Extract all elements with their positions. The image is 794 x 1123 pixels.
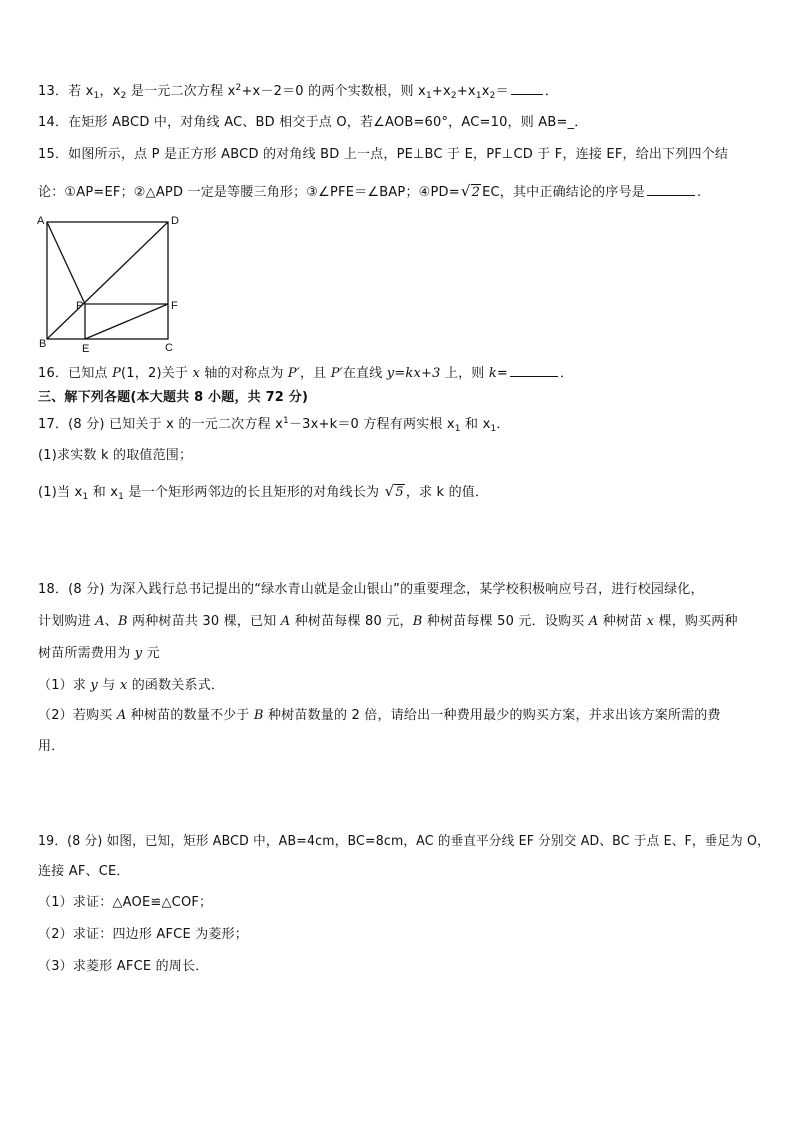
answer-blank	[647, 183, 695, 196]
q16-text: 在直线	[342, 366, 387, 381]
q13-sub: 1	[425, 91, 432, 101]
q15-text: .	[697, 185, 702, 200]
diagonal-bd	[47, 222, 168, 339]
q18-var: A	[280, 614, 291, 629]
question-18-part2-cont	[38, 738, 64, 756]
question-19-line1	[38, 833, 770, 851]
square-figure	[32, 212, 192, 357]
q14-text: 14．在矩形 ABCD 中，对角线 AC、BD 相交于点 O，若∠AOB=60°，AC=10，则 AB=_．	[38, 115, 588, 130]
q17-text: 和 x	[460, 417, 491, 432]
q18-text: 与	[97, 678, 120, 693]
question-16	[38, 364, 573, 383]
q18-var: x	[119, 678, 128, 693]
q19-text: 连接 AF、CE．	[38, 864, 130, 879]
q17-text: (1)求实数 k 的取值范围；	[38, 448, 193, 463]
question-19-part1	[38, 894, 212, 912]
q17-sub: 1	[118, 492, 125, 502]
label-b: B	[39, 338, 47, 350]
q13-text: ．	[544, 84, 559, 99]
q18-text: 种树苗每棵 80 元，	[290, 614, 413, 629]
sqrt-symbol: √5	[384, 482, 404, 500]
q13-text: +x	[456, 84, 476, 99]
label-e: E	[82, 343, 90, 355]
q13-sub: 1	[475, 91, 482, 101]
label-p: P	[76, 300, 84, 312]
q18-var: B	[117, 614, 128, 629]
q16-text: ．	[560, 366, 574, 381]
q17-sub: 1	[454, 424, 461, 434]
question-19-part2	[38, 926, 248, 944]
q18-var: A	[588, 614, 599, 629]
q18-var: x	[646, 614, 655, 629]
question-19-part3	[38, 958, 208, 976]
q16-text: ，且	[299, 366, 331, 381]
q16-text: 轴的对称点为	[200, 366, 288, 381]
sqrt-value: 2	[471, 185, 481, 200]
question-17-part1	[38, 447, 192, 465]
q19-text: （1）求证：△AOE≌△COF；	[38, 895, 213, 910]
question-15-line2	[38, 182, 701, 202]
q13-sub: 2	[450, 91, 457, 101]
q18-var: y	[90, 678, 98, 693]
q13-text: 是一元二次方程 x	[126, 84, 236, 99]
q13-text: ，x	[99, 84, 121, 99]
q16-text: 16．已知点	[38, 366, 113, 381]
q13-sup: 2	[235, 83, 242, 93]
q18-text: 用．	[38, 739, 65, 754]
label-d: D	[171, 215, 179, 227]
q16-var: P′	[330, 366, 343, 381]
q18-text: （2）若购买	[38, 708, 117, 723]
sqrt-value: 5	[395, 485, 404, 500]
q16-var: x	[192, 366, 200, 381]
question-18-part1	[38, 677, 224, 695]
q15-text: 15．如图所示，点 P 是正方形 ABCD 的对角线 BD 上一点，PE⊥BC 于 E，PF⊥CD 于 F，连接 EF，给出下列四个结	[38, 147, 729, 162]
q17-text: ，求 k 的值．	[405, 485, 489, 500]
q13-text: ＝	[495, 84, 509, 99]
q16-var: k	[488, 366, 497, 381]
q18-var: y	[134, 646, 143, 661]
q17-text: 是一个矩形两邻边的长且矩形的对角线长为	[124, 485, 384, 500]
q16-text: (1，2)关于	[121, 366, 193, 381]
q18-var: A	[95, 614, 105, 629]
question-18-line2	[38, 613, 738, 631]
q18-text: 计划购进	[38, 614, 96, 629]
answer-blank	[511, 82, 543, 95]
section-title: 三、解下列各题(本大题共 8 小题，共 72 分)	[38, 390, 309, 405]
q18-text: （1）求	[38, 678, 91, 693]
answer-blank	[510, 364, 558, 377]
q16-equation: y=kx+3	[386, 366, 441, 381]
q18-var: A	[116, 708, 127, 723]
question-19-line2	[38, 863, 130, 881]
q13-sub: 1	[93, 91, 100, 101]
q17-sup: 1	[283, 416, 289, 426]
q17-text: 17．(8 分) 已知关于 x 的一元二次方程 x	[38, 417, 284, 432]
q16-text: =	[496, 366, 509, 381]
label-c: C	[165, 342, 173, 354]
q18-text: 种树苗的数量不少于	[126, 708, 254, 723]
q18-text: 种树苗数量的 2 倍，请给出一种费用最少的购买方案，并求出该方案所需的费	[263, 708, 721, 723]
q19-text: （2）求证：四边形 AFCE 为菱形；	[38, 927, 248, 942]
sqrt-symbol: √2	[460, 182, 481, 200]
label-f: F	[171, 300, 178, 312]
segment-ef	[85, 304, 168, 339]
segment-ap	[47, 222, 85, 304]
question-14	[38, 114, 588, 132]
question-18-line3	[38, 645, 160, 663]
q17-sub: 1	[82, 492, 89, 502]
section-heading	[38, 389, 308, 407]
q13-text: +x	[431, 84, 451, 99]
question-18-line1	[38, 581, 704, 599]
q13-text: +x－2＝0 的两个实数根，则 x	[241, 84, 426, 99]
q18-text: 18．(8 分) 为深入践行总书记提出的“绿水青山就是金山银山”的重要理念，某学校积极响应号召，进行校园绿化，	[38, 582, 704, 597]
q13-sub: 2	[120, 91, 127, 101]
q17-text: ．	[496, 417, 510, 432]
q18-text: 的函数关系式．	[127, 678, 225, 693]
question-13	[38, 82, 558, 101]
q18-text: 树苗所需费用为	[38, 646, 135, 661]
q19-text: （3）求菱形 AFCE 的周长．	[38, 959, 209, 974]
q18-text: 元	[142, 646, 160, 661]
q18-var: B	[412, 614, 423, 629]
label-a: A	[37, 215, 45, 227]
q17-sub: 1	[490, 424, 497, 434]
q17-text: (1)当 x	[38, 485, 83, 500]
q16-var: P	[112, 366, 122, 381]
q15-text: EC，其中正确结论的序号是	[482, 185, 645, 200]
q19-text: 19．(8 分) 如图，已知，矩形 ABCD 中，AB=4cm，BC=8cm，AC 的垂直平分线 EF 分别交 AD、BC 于点 E、F，垂足为 O，	[38, 834, 770, 849]
q18-text: 、	[104, 614, 118, 629]
q17-text: 和 x	[88, 485, 119, 500]
q18-text: 棵，购买两种	[654, 614, 738, 629]
q16-text: 上，则	[440, 366, 489, 381]
q15-text: 论：①AP=EF；②△APD 一定是等腰三角形；③∠PFE＝∠BAP；④PD=	[38, 185, 460, 200]
question-17-part2	[38, 482, 488, 502]
q18-text: 两种树苗共 30 棵，已知	[127, 614, 281, 629]
q16-var: P′	[287, 366, 300, 381]
q18-text: 种树苗	[598, 614, 647, 629]
question-15-line1	[38, 146, 728, 164]
question-17	[38, 416, 510, 434]
question-18-part2	[38, 707, 721, 725]
q18-var: B	[253, 708, 264, 723]
q13-text: 13．若 x	[38, 84, 94, 99]
q18-text: 种树苗每棵 50 元．设购买	[422, 614, 589, 629]
q13-text: x	[481, 84, 490, 99]
q17-text: －3x+k＝0 方程有两实根 x	[288, 417, 455, 432]
q13-sub: 2	[489, 91, 496, 101]
